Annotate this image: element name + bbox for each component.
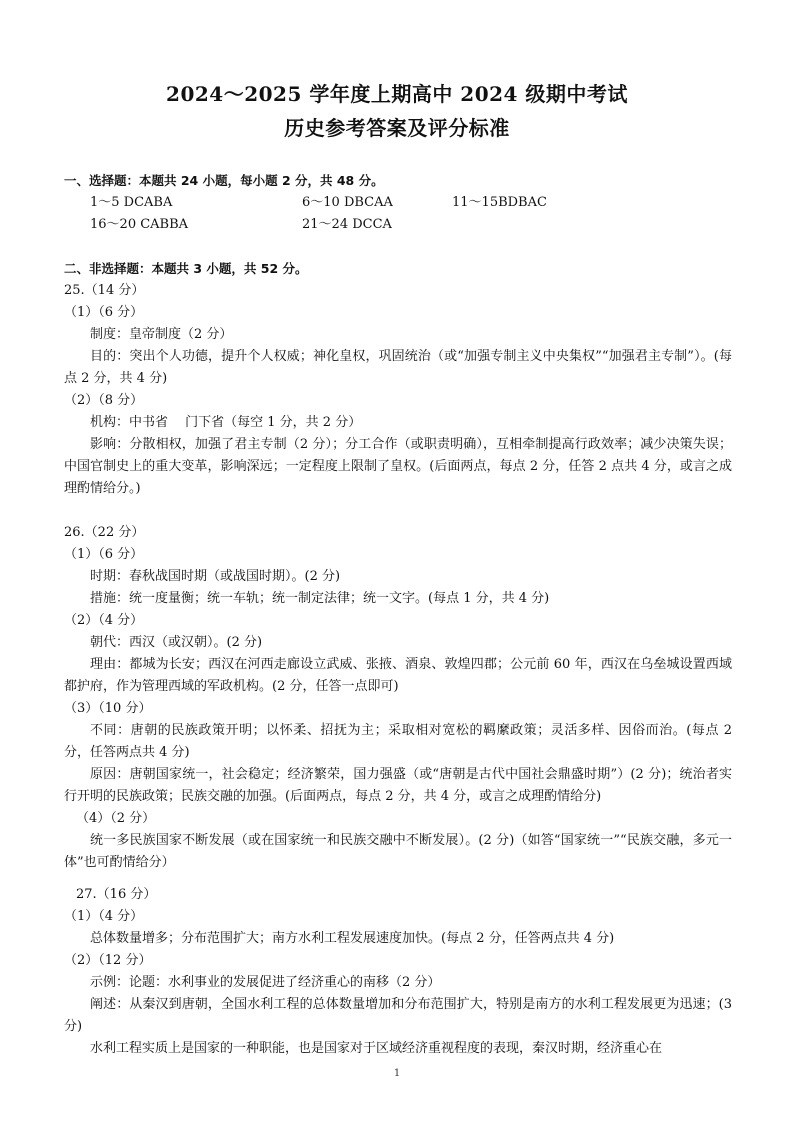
answer-group: 21～24 DCCA [302, 217, 392, 232]
q25-part2-a: 机构：中书省 门下省（每空 1 分，共 2 分） [90, 415, 362, 430]
q27-number: 27.（16 分） [76, 887, 157, 902]
q26-part1: （1）（6 分） [64, 547, 144, 562]
q27-part2-c: 水利工程实质上是国家的一种职能，也是国家对于区域经济重视程度的表现，秦汉时期，经济重心在 [90, 1041, 663, 1056]
q26-part1-b: 措施：统一度量衡；统一车轨；统一制定法律；统一文字。(每点 1 分，共 4 分) [90, 591, 550, 606]
answer-group: 6～10 DBCAA [302, 195, 393, 210]
q26-part4: （4）（2 分） [76, 811, 156, 826]
q26-part2-a: 朝代：西汉（或汉朝）。(2 分) [90, 635, 263, 650]
q26-part3-b: 原因：唐朝国家统一，社会稳定；经济繁荣，国力强盛（或“唐朝是古代中国社会鼎盛时期”）(2 分)；统治者实行开明的民族政策；民族交融的加强。(后面两点，每点 2 分，共 4 分，或言之成理酌情给分) [64, 767, 732, 804]
answers-row-2 [64, 214, 732, 236]
answer-group: 16～20 CABBA [90, 217, 189, 232]
q25-part2: （2）（8 分） [64, 393, 144, 408]
q27-part2: （2）（12 分） [64, 953, 152, 968]
q27-part2-a: 示例：论题：水利事业的发展促进了经济重心的南移（2 分） [90, 975, 441, 990]
answer-group: 11～15BDBAC [452, 195, 547, 210]
q25-part1-a: 制度：皇帝制度（2 分） [90, 327, 233, 342]
q26-part2-b: 理由：都城为长安；西汉在河西走廊设立武威、张掖、酒泉、敦煌四郡；公元前 60 年，西汉在乌垒城设置西域都护府，作为管理西域的军政机构。(2 分，任答一点即可) [64, 657, 732, 694]
q26-part2: （2）（4 分） [64, 613, 144, 628]
q27-part1: （1）（4 分） [64, 909, 144, 924]
q26-part1-a: 时期：春秋战国时期（或战国时期）。(2 分) [90, 569, 341, 584]
q26-part3-a: 不同：唐朝的民族政策开明；以怀柔、招抚为主；采取相对宽松的羁縻政策；灵活多样、因俗而治。(每点 2 分，任答两点共 4 分) [64, 723, 732, 760]
q26-part3: （3）（10 分） [64, 701, 152, 716]
q26-part4-a: 统一多民族国家不断发展（或在国家统一和民族交融中不断发展）。(2 分)（如答“国家统一”“民族交融，多元一体”也可酌情给分） [64, 833, 732, 870]
answer-content [64, 170, 732, 1060]
q27-part1-a: 总体数量增多；分布范围扩大；南方水利工程发展速度加快。(每点 2 分，任答两点共 4 分) [90, 931, 615, 946]
section2-heading: 二、非选择题：本题共 3 小题，共 52 分。 [64, 261, 308, 276]
answers-row-1 [64, 192, 732, 214]
q25-part2-b: 影响：分散相权，加强了君主专制（2 分）；分工合作（或职责明确），互相牵制提高行政效率；减少决策失误；中国官制史上的重大变革，影响深远；一定程度上限制了皇权。(后面两点，每点 2 分，任答 2 点共 4 分，或言之成理酌情给分。) [64, 437, 732, 496]
q27-part2-b: 阐述：从秦汉到唐朝，全国水利工程的总体数量增加和分布范围扩大，特别是南方的水利工程发展更为迅速；(3 分) [64, 997, 732, 1034]
q26-number: 26.（22 分） [64, 525, 145, 540]
q25-part1: （1）（6 分） [64, 305, 144, 320]
section1-heading: 一、选择题：本题共 24 小题，每小题 2 分，共 48 分。 [64, 173, 384, 188]
page-number: 1 [393, 1068, 401, 1079]
q25-number: 25.（14 分） [64, 283, 145, 298]
doc-title-line1: 2024～2025 学年度上期高中 2024 级期中考试 [166, 82, 628, 106]
answer-group: 1～5 DCABA [90, 195, 173, 210]
doc-title-line2: 历史参考答案及评分标准 [284, 116, 510, 140]
q25-part1-b: 目的：突出个人功德，提升个人权威；神化皇权，巩固统治（或“加强专制主义中央集权”“加强君主专制”）。(每点 2 分，共 4 分) [64, 349, 732, 386]
